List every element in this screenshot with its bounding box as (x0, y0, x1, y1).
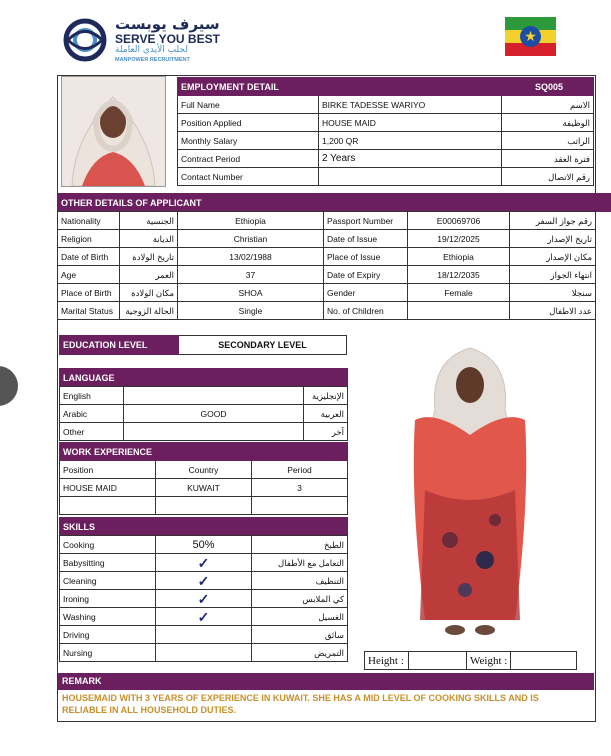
cell-country: KUWAIT (156, 479, 252, 497)
row-value: E00069706 (408, 212, 510, 230)
table-row (60, 554, 348, 572)
row-value: SHOA (178, 284, 324, 302)
table-row (58, 266, 596, 284)
table-row (60, 387, 348, 405)
company-sub-ar: لجلب الأيدي العاملة (115, 45, 188, 55)
row-value: 13/02/1988 (178, 248, 324, 266)
row-label: Contact Number (178, 168, 319, 186)
row-label-ar: عدد الاطفال (510, 302, 596, 320)
row-value (124, 387, 304, 405)
row-value (319, 168, 502, 186)
language-rows (59, 386, 348, 441)
row-label: Religion (58, 230, 120, 248)
row-label: English (60, 387, 124, 405)
company-name-ar: سيرف يوبست (115, 15, 220, 33)
check-icon: ✓ (156, 554, 252, 572)
row-label: Age (58, 266, 120, 284)
table-row (60, 497, 348, 515)
row-label-ar: تاريخ الولادة (120, 248, 178, 266)
cell-position (60, 497, 156, 515)
company-sub-en: MANPOWER RECRUITMENT (115, 57, 190, 63)
row-value: 18/12/2035 (408, 266, 510, 284)
table-row (178, 132, 594, 150)
row-label: No. of Children (324, 302, 408, 320)
row-label: Contract Period (178, 150, 319, 168)
row-value: 37 (178, 266, 324, 284)
ethiopia-flag-icon: ★ (505, 17, 556, 56)
remark-text: HOUSEMAID WITH 3 YEARS OF EXPERIENCE IN KUWAIT. SHE HAS A MID LEVEL OF COOKING SKILLS AND IS RELIABLE IN ALL HOUSEHOLD DUTIES. (62, 693, 539, 715)
edge-circle (0, 366, 18, 406)
table-row (58, 284, 596, 302)
row-label-ar: الجنسية (120, 212, 178, 230)
applicant-full-photo (395, 340, 545, 640)
weight-label: Weight : (467, 652, 511, 670)
work-experience-table (59, 442, 348, 515)
row-label-ar: سنجلا (510, 284, 596, 302)
row-label: Full Name (178, 96, 319, 114)
row-label-ar: العمر (120, 266, 178, 284)
education-value: SECONDARY LEVEL (179, 336, 347, 355)
row-label: Date of Birth (58, 248, 120, 266)
row-label: Cooking (60, 536, 156, 554)
row-label: Place of Issue (324, 248, 408, 266)
weight-value (511, 652, 577, 670)
row-label: Passport Number (324, 212, 408, 230)
row-label-ar: التنظيف (252, 572, 348, 590)
table-row (60, 608, 348, 626)
other-details-title: OTHER DETAILS OF APPLICANT (58, 194, 611, 212)
cell-period: 3 (252, 479, 348, 497)
row-value: 50% (156, 536, 252, 554)
row-label-ar: الحالة الزوجية (120, 302, 178, 320)
row-value (408, 302, 510, 320)
column-header: Period (252, 461, 348, 479)
row-label: Position Applied (178, 114, 319, 132)
row-value: Ethiopia (408, 248, 510, 266)
row-label: Marital Status (58, 302, 120, 320)
row-label-ar: الديانة (120, 230, 178, 248)
education-table (59, 335, 347, 355)
height-label: Height : (365, 652, 409, 670)
skills-table (59, 517, 348, 536)
row-value: Single (178, 302, 324, 320)
row-label-ar: آخر (304, 423, 348, 441)
row-label-ar: فترة العقد (502, 150, 594, 168)
work-title: WORK EXPERIENCE (60, 443, 348, 461)
table-row (60, 572, 348, 590)
row-value (124, 423, 304, 441)
table-row (60, 423, 348, 441)
row-label: Gender (324, 284, 408, 302)
row-label: Place of Birth (58, 284, 120, 302)
row-label-ar: العربية (304, 405, 348, 423)
row-label: Washing (60, 608, 156, 626)
row-label: Date of Issue (324, 230, 408, 248)
measurements-table (364, 651, 577, 670)
table-row (178, 150, 594, 168)
row-label-ar: سائق (252, 626, 348, 644)
table-row (58, 302, 596, 320)
language-title: LANGUAGE (60, 369, 348, 387)
row-value: Female (408, 284, 510, 302)
company-name-en: SERVE YOU BEST (115, 32, 220, 46)
row-value (156, 644, 252, 662)
table-row (58, 248, 596, 266)
row-value: GOOD (124, 405, 304, 423)
column-header: Position (60, 461, 156, 479)
row-label-ar: مكان الإصدار (510, 248, 596, 266)
row-label: Date of Expiry (324, 266, 408, 284)
table-row (60, 536, 348, 554)
row-label: Babysitting (60, 554, 156, 572)
language-table (59, 368, 348, 387)
row-label-ar: الطبخ (252, 536, 348, 554)
cell-country (156, 497, 252, 515)
row-value: Ethiopia (178, 212, 324, 230)
table-row (58, 212, 596, 230)
table-row (60, 590, 348, 608)
table-row (178, 96, 594, 114)
logo-emblem-icon (60, 18, 110, 62)
row-value: HOUSE MAID (319, 114, 502, 132)
work-header-row (60, 461, 348, 479)
row-label-ar: الاسم (502, 96, 594, 114)
cell-position: HOUSE MAID (60, 479, 156, 497)
row-label: Nationality (58, 212, 120, 230)
row-label: Other (60, 423, 124, 441)
table-row (178, 168, 594, 186)
height-value (409, 652, 467, 670)
row-value: Christian (178, 230, 324, 248)
other-details-rows (57, 211, 596, 320)
table-row (58, 230, 596, 248)
check-icon: ✓ (156, 572, 252, 590)
row-value (156, 626, 252, 644)
row-label: Driving (60, 626, 156, 644)
cell-period (252, 497, 348, 515)
row-label-ar: كي الملابس (252, 590, 348, 608)
applicant-portrait (61, 76, 166, 187)
row-label-ar: التعامل مع الأطفال (252, 554, 348, 572)
row-value: 19/12/2025 (408, 230, 510, 248)
column-header: Country (156, 461, 252, 479)
employment-detail-table (177, 77, 594, 186)
row-label-ar: تاريخ الإصدار (510, 230, 596, 248)
row-label-ar: الإنجليزية (304, 387, 348, 405)
row-label: Cleaning (60, 572, 156, 590)
education-label: EDUCATION LEVEL (60, 336, 179, 355)
row-label-ar: رقم الاتصال (502, 168, 594, 186)
row-label: Arabic (60, 405, 124, 423)
remark-title: REMARK (58, 673, 594, 690)
employment-title: EMPLOYMENT DETAIL (178, 78, 411, 96)
row-label-ar: انتهاء الجواز (510, 266, 596, 284)
company-logo (60, 15, 220, 65)
employment-code: SQ005 (410, 78, 594, 96)
skills-title: SKILLS (60, 518, 348, 536)
row-label-ar: الغسيل (252, 608, 348, 626)
row-value: 2 Years (319, 150, 502, 168)
table-row (60, 626, 348, 644)
row-value: 1,200 QR (319, 132, 502, 150)
row-label-ar: الراتب (502, 132, 594, 150)
table-row (60, 405, 348, 423)
row-label: Nursing (60, 644, 156, 662)
skills-rows (59, 535, 348, 662)
row-label-ar: مكان الولادة (120, 284, 178, 302)
table-row (178, 114, 594, 132)
check-icon: ✓ (156, 590, 252, 608)
row-label: Monthly Salary (178, 132, 319, 150)
row-label-ar: الوظيفة (502, 114, 594, 132)
row-value: BIRKE TADESSE WARIYO (319, 96, 502, 114)
row-label-ar: رقم جواز السفر (510, 212, 596, 230)
table-row (60, 644, 348, 662)
other-details-table (57, 193, 611, 212)
row-label: Ironing (60, 590, 156, 608)
table-row (60, 479, 348, 497)
row-label-ar: التمريض (252, 644, 348, 662)
check-icon: ✓ (156, 608, 252, 626)
